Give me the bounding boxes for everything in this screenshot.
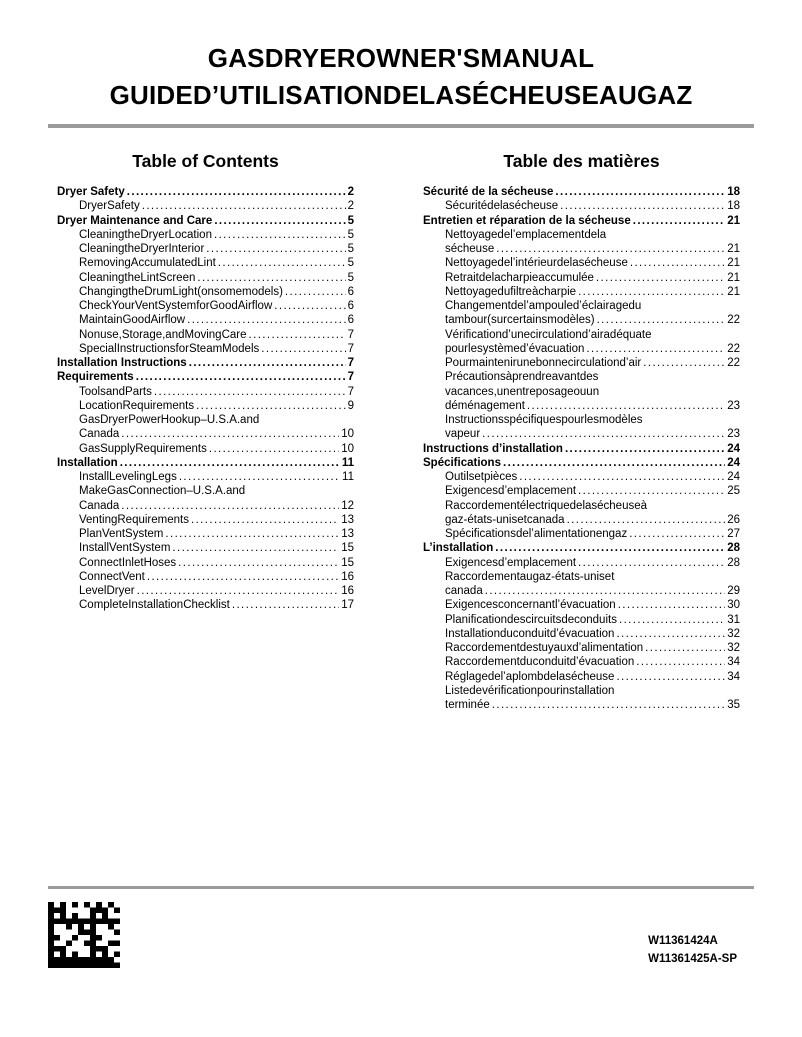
toc-entry: [423, 513, 740, 527]
manual-title-line1: GASDRYEROWNER'SMANUAL: [207, 43, 595, 73]
toc-entry-page: 10: [341, 428, 354, 441]
part-number-1: W11361424A: [648, 935, 718, 947]
toc-dot-leader: [179, 470, 340, 484]
toc-entry-label: CompleteInstallationChecklist: [79, 599, 230, 612]
toc-entry: [423, 370, 740, 384]
toc-entry-page: 28: [727, 556, 740, 569]
toc-entry-label: Outilsetpièces: [445, 471, 518, 483]
toc-dot-leader: [178, 556, 339, 570]
toc-entry: [423, 541, 740, 555]
toc-entry: [57, 385, 354, 399]
toc-entry: [57, 442, 354, 456]
toc-entry-page: 7: [347, 385, 354, 398]
toc-french-heading: Table des matières: [503, 151, 660, 171]
toc-english-list: [57, 185, 354, 613]
toc-entry: [57, 484, 354, 498]
toc-dot-leader: [232, 598, 339, 612]
toc-entry: [423, 598, 740, 612]
toc-entry: [423, 328, 740, 342]
toc-entry: [423, 385, 740, 399]
toc-entry-label: L’installation: [423, 542, 494, 555]
toc-entry-label: Changementdel’ampouled’éclairagedu: [445, 300, 642, 312]
datamatrix-code: [48, 902, 120, 968]
toc-entry: [57, 285, 354, 299]
toc-entry-page: 27: [727, 528, 740, 540]
toc-entry-page: 5: [347, 243, 354, 255]
toc-entry-page: 22: [727, 357, 740, 369]
toc-dot-leader: [249, 328, 346, 342]
toc-entry: [423, 256, 740, 270]
toc-entry-label: Planificationdescircuitsdeconduits: [445, 613, 617, 626]
toc-entry: [423, 399, 740, 413]
toc-entry-label: SpecialInstructionsforSteamModels: [79, 342, 260, 355]
toc-entry: [57, 242, 354, 256]
toc-entry: [423, 484, 740, 498]
toc-entry-label: sécheuse: [445, 243, 495, 255]
toc-entry-label: Instructionsspécifiquespourlesmodèles: [445, 414, 643, 426]
toc-entry-label: CleaningtheLintScreen: [79, 271, 196, 284]
footer-row: [0, 889, 802, 968]
toc-dot-leader: [597, 313, 726, 327]
toc-dot-leader: [165, 527, 339, 541]
toc-entry-label: CheckYourVentSystemforGoodAirflow: [79, 300, 273, 312]
toc-entry-label: pourlesystèmed’évacuation: [445, 342, 585, 355]
toc-entry-label: ChangingtheDrumLight(onsomemodels): [79, 285, 283, 298]
toc-entry-label: Exigencesd’emplacement: [445, 485, 577, 498]
toc-dot-leader: [565, 442, 725, 456]
manual-title-line2: GUIDED’UTILISATIONDELASÉCHEUSEAUGAZ: [109, 80, 693, 110]
toc-french-list: [423, 185, 740, 712]
toc-entry: [423, 342, 740, 356]
toc-entry-label: Raccordementélectriquedelasécheuseà: [445, 499, 648, 512]
toc-entry-label: vapeur: [445, 428, 481, 441]
toc-columns: [0, 128, 802, 712]
toc-dot-leader: [616, 627, 725, 641]
toc-entry-page: 24: [727, 471, 740, 483]
toc-entry-page: 13: [341, 513, 354, 526]
toc-entry-page: 21: [727, 271, 740, 284]
part-numbers: [648, 932, 737, 968]
toc-entry: [423, 299, 740, 313]
toc-entry: [423, 570, 740, 584]
toc-dot-leader: [127, 185, 346, 199]
toc-entry-label: Installation Instructions: [57, 357, 187, 369]
toc-entry-page: 17: [341, 599, 354, 612]
toc-dot-leader: [616, 670, 725, 684]
toc-dot-leader: [172, 541, 339, 555]
toc-dot-leader: [136, 370, 346, 384]
toc-entry: [423, 427, 740, 441]
toc-entry-page: 32: [727, 627, 740, 640]
toc-dot-leader: [218, 256, 346, 270]
toc-dot-leader: [578, 285, 725, 299]
toc-dot-leader: [137, 584, 340, 598]
toc-entry-page: 28: [727, 542, 740, 555]
toc-entry: [423, 584, 740, 598]
toc-entry: [423, 313, 740, 327]
toc-entry-page: 6: [347, 300, 354, 312]
toc-dot-leader: [596, 271, 725, 285]
toc-dot-leader: [197, 271, 345, 285]
toc-dot-leader: [633, 214, 725, 228]
toc-entry: [423, 242, 740, 256]
toc-entry-page: 7: [347, 328, 354, 341]
toc-entry-label: Exigencesd’emplacement: [445, 556, 577, 569]
toc-entry-label: CleaningtheDryerLocation: [79, 228, 212, 241]
toc-dot-leader: [495, 541, 725, 555]
toc-entry: [57, 427, 354, 441]
toc-entry-page: 26: [727, 513, 740, 526]
toc-entry-label: Installationduconduitd’évacuation: [445, 627, 615, 640]
toc-entry-label: Retraitdelacharpieaccumulée: [445, 271, 594, 284]
toc-dot-leader: [578, 484, 725, 498]
toc-entry: [423, 613, 740, 627]
toc-entry-page: 16: [341, 585, 354, 597]
toc-entry: [57, 185, 354, 199]
toc-entry-label: Précautionsàprendreavantdes: [445, 371, 599, 384]
toc-dot-leader: [492, 698, 725, 712]
toc-entry-label: terminée: [445, 699, 490, 711]
toc-entry-label: gaz-états-unisetcanada: [445, 513, 565, 526]
toc-dot-leader: [154, 385, 346, 399]
toc-entry: [423, 655, 740, 669]
toc-entry-label: MaintainGoodAirflow: [79, 314, 186, 327]
toc-entry-label: Vérificationd’unecirculationd’airadéquate: [445, 328, 652, 341]
toc-dot-leader: [630, 256, 725, 270]
toc-entry-page: 5: [347, 228, 354, 241]
toc-entry: [423, 456, 740, 470]
toc-entry-page: 35: [727, 699, 740, 711]
toc-entry-page: 21: [727, 243, 740, 255]
toc-dot-leader: [482, 427, 725, 441]
toc-entry-page: 21: [727, 257, 740, 270]
toc-entry: [57, 456, 354, 470]
toc-entry-page: 7: [347, 357, 354, 369]
toc-entry-page: 16: [341, 570, 354, 583]
toc-dot-leader: [187, 313, 345, 327]
toc-dot-leader: [586, 342, 725, 356]
toc-entry-label: Installation: [57, 456, 118, 469]
toc-entry-page: 32: [727, 642, 740, 654]
toc-entry: [423, 271, 740, 285]
toc-dot-leader: [618, 598, 726, 612]
toc-entry: [57, 271, 354, 285]
toc-dot-leader: [555, 185, 725, 199]
toc-entry: [57, 313, 354, 327]
toc-entry-page: 5: [347, 214, 354, 227]
toc-entry-label: Canada: [79, 499, 120, 512]
toc-dot-leader: [285, 285, 346, 299]
toc-entry: [423, 556, 740, 570]
toc-entry-label: déménagement: [445, 399, 525, 412]
toc-entry-page: 21: [727, 214, 740, 227]
toc-entry-label: LocationRequirements: [79, 399, 195, 412]
toc-dot-leader: [206, 242, 345, 256]
toc-entry: [57, 598, 354, 612]
toc-entry-label: Sécurité de la sécheuse: [423, 186, 554, 198]
toc-dot-leader: [191, 513, 339, 527]
toc-entry-label: Nettoyagedel’emplacementdela: [445, 228, 607, 241]
toc-entry-page: 12: [341, 499, 354, 512]
toc-entry: [57, 356, 354, 370]
toc-dot-leader: [209, 442, 339, 456]
toc-entry-label: ConnectVent: [79, 570, 145, 583]
toc-dot-leader: [567, 513, 726, 527]
manual-title: [0, 0, 802, 114]
toc-entry: [57, 556, 354, 570]
toc-dot-leader: [527, 399, 725, 413]
toc-entry-page: 18: [727, 200, 740, 213]
toc-dot-leader: [214, 228, 346, 242]
toc-entry-page: 10: [341, 442, 354, 455]
toc-entry: [423, 185, 740, 199]
toc-entry-label: Réglagedel’aplombdelasécheuse: [445, 670, 615, 683]
toc-french: [423, 151, 740, 712]
toc-entry-label: PlanVentSystem: [79, 528, 164, 540]
toc-entry: [57, 499, 354, 513]
toc-entry-label: GasDryerPowerHookup–U.S.A.and: [79, 414, 260, 426]
toc-dot-leader: [121, 427, 339, 441]
toc-entry-page: 34: [727, 656, 740, 669]
toc-entry: [423, 527, 740, 541]
toc-entry-label: LevelDryer: [79, 585, 135, 597]
toc-dot-leader: [261, 342, 345, 356]
toc-dot-leader: [645, 641, 725, 655]
toc-dot-leader: [578, 556, 725, 570]
toc-entry-page: 18: [727, 186, 740, 198]
toc-entry-label: GasSupplyRequirements: [79, 442, 207, 455]
toc-entry: [57, 527, 354, 541]
toc-entry-label: Listedevérificationpourinstallation: [445, 684, 615, 697]
toc-entry-label: Spécifications: [423, 456, 501, 469]
toc-entry-label: Nettoyagedel’intérieurdelasécheuse: [445, 257, 628, 270]
toc-entry-page: 25: [727, 485, 740, 498]
toc-dot-leader: [214, 214, 345, 228]
toc-entry: [423, 670, 740, 684]
toc-entry: [57, 413, 354, 427]
toc-entry-page: 6: [347, 285, 354, 298]
toc-dot-leader: [503, 456, 725, 470]
toc-entry-label: InstallVentSystem: [79, 542, 171, 555]
toc-entry-label: Nonuse,Storage,andMovingCare: [79, 328, 247, 341]
toc-entry-label: Pourmaintenirunebonnecirculationd’air: [445, 357, 642, 369]
toc-entry: [57, 370, 354, 384]
toc-entry: [423, 285, 740, 299]
toc-entry-label: Entretien et réparation de la sécheuse: [423, 214, 631, 227]
part-number-2: W11361425A-SP: [648, 953, 737, 965]
toc-entry-label: ToolsandParts: [79, 385, 152, 398]
page-footer: [0, 886, 802, 968]
toc-entry: [423, 199, 740, 213]
toc-entry: [57, 199, 354, 213]
toc-english: [57, 151, 354, 712]
toc-entry-label: Requirements: [57, 371, 134, 384]
toc-entry: [57, 256, 354, 270]
toc-entry-page: 24: [727, 456, 740, 469]
toc-dot-leader: [121, 499, 339, 513]
toc-entry-label: canada: [445, 585, 483, 597]
toc-dot-leader: [560, 199, 725, 213]
toc-entry-label: CleaningtheDryerInterior: [79, 243, 205, 255]
toc-dot-leader: [485, 584, 725, 598]
toc-entry: [57, 470, 354, 484]
toc-dot-leader: [147, 570, 339, 584]
toc-entry: [57, 299, 354, 313]
toc-entry-page: 2: [347, 200, 354, 213]
toc-entry: [423, 470, 740, 484]
toc-dot-leader: [189, 356, 346, 370]
toc-entry-page: 7: [347, 342, 354, 355]
toc-entry-label: VentingRequirements: [79, 513, 189, 526]
toc-entry-page: 30: [727, 599, 740, 612]
toc-dot-leader: [120, 456, 340, 470]
toc-entry-page: 9: [347, 399, 354, 412]
toc-dot-leader: [142, 199, 346, 213]
toc-entry-page: 21: [727, 285, 740, 298]
toc-entry: [423, 356, 740, 370]
toc-entry-page: 15: [341, 556, 354, 569]
toc-entry: [57, 513, 354, 527]
toc-entry-label: tambour(surcertainsmodèles): [445, 314, 595, 327]
toc-entry-page: 31: [727, 613, 740, 626]
toc-entry-page: 24: [727, 442, 740, 455]
toc-entry-label: InstallLevelingLegs: [79, 471, 177, 483]
toc-dot-leader: [619, 613, 725, 627]
toc-entry: [57, 342, 354, 356]
toc-entry: [423, 214, 740, 228]
toc-entry-page: 11: [341, 456, 354, 469]
toc-dot-leader: [274, 299, 345, 313]
toc-dot-leader: [643, 356, 725, 370]
toc-entry-page: 23: [727, 428, 740, 441]
toc-entry-page: 5: [347, 257, 354, 270]
toc-entry: [57, 214, 354, 228]
toc-entry: [57, 570, 354, 584]
toc-entry: [57, 541, 354, 555]
toc-entry: [57, 399, 354, 413]
toc-dot-leader: [519, 470, 725, 484]
toc-entry-page: 22: [727, 342, 740, 355]
toc-entry-page: 29: [727, 585, 740, 597]
toc-entry: [423, 684, 740, 698]
toc-entry: [423, 641, 740, 655]
toc-entry-label: RemovingAccumulatedLint: [79, 257, 216, 270]
toc-entry-page: 7: [347, 371, 354, 384]
toc-entry-label: Sécuritédelasécheuse: [445, 200, 559, 213]
toc-entry: [423, 499, 740, 513]
toc-entry: [423, 413, 740, 427]
toc-entry: [57, 584, 354, 598]
toc-entry-label: Raccordementdestuyauxd’alimentation: [445, 642, 644, 654]
toc-entry-page: 6: [347, 314, 354, 327]
toc-entry: [423, 442, 740, 456]
toc-dot-leader: [196, 399, 346, 413]
toc-entry-label: vacances,unentreposageouun: [445, 385, 600, 398]
toc-entry-page: 22: [727, 314, 740, 327]
toc-entry-label: MakeGasConnection–U.S.A.and: [79, 485, 246, 498]
toc-entry-page: 34: [727, 670, 740, 683]
toc-entry-page: 15: [341, 542, 354, 555]
toc-entry: [423, 698, 740, 712]
toc-entry-label: Raccordementaugaz-états-uniset: [445, 570, 615, 583]
toc-entry-page: 23: [727, 399, 740, 412]
toc-entry-page: 2: [347, 186, 354, 198]
toc-entry-page: 5: [347, 271, 354, 284]
toc-entry: [57, 228, 354, 242]
toc-entry-label: Exigencesconcernantl’évacuation: [445, 599, 616, 612]
toc-dot-leader: [629, 527, 725, 541]
toc-entry-label: Dryer Maintenance and Care: [57, 214, 213, 227]
toc-entry-page: 11: [342, 471, 354, 483]
toc-entry: [57, 328, 354, 342]
toc-entry-page: 13: [341, 528, 354, 540]
toc-entry-label: Instructions d’installation: [423, 442, 563, 455]
toc-entry: [423, 228, 740, 242]
toc-dot-leader: [636, 655, 725, 669]
toc-dot-leader: [496, 242, 725, 256]
toc-english-heading: Table of Contents: [132, 151, 279, 171]
toc-entry-label: Raccordementduconduitd’évacuation: [445, 656, 635, 669]
toc-entry-label: Spécificationsdel’alimentationengaz: [445, 528, 628, 540]
toc-entry-label: ConnectInletHoses: [79, 556, 177, 569]
toc-entry-label: Canada: [79, 428, 120, 441]
toc-entry-label: Dryer Safety: [57, 186, 125, 198]
toc-entry-label: Nettoyagedufiltreàcharpie: [445, 285, 577, 298]
toc-entry-label: DryerSafety: [79, 200, 140, 213]
toc-entry: [423, 627, 740, 641]
